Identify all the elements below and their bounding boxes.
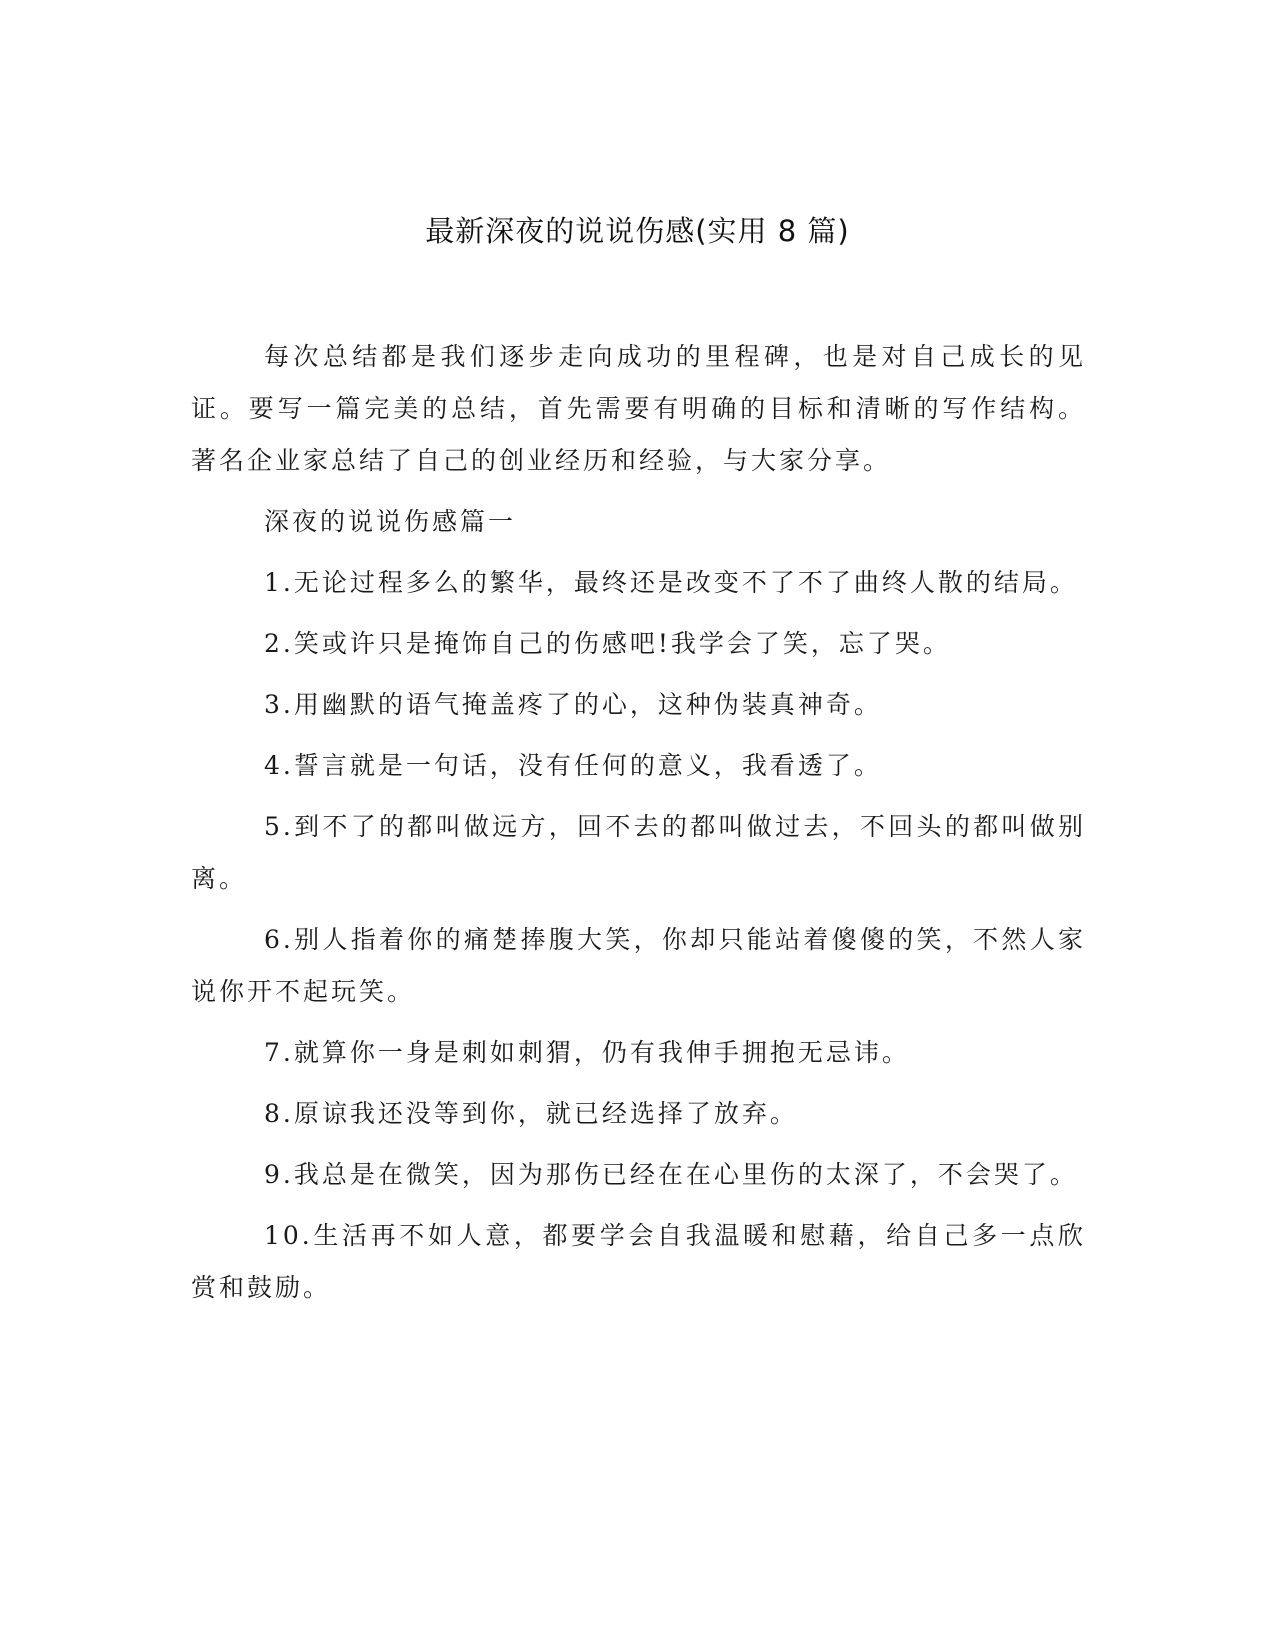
- document-body: [191, 331, 1086, 1323]
- list-item-1: 1.无论过程多么的繁华，最终还是改变不了不了曲终人散的结局。: [264, 568, 1078, 597]
- list-item-2: 2.笑或许只是掩饰自己的伤感吧!我学会了笑，忘了哭。: [264, 629, 951, 658]
- intro-paragraph: 每次总结都是我们逐步走向成功的里程碑，也是对自己成长的见证。要写一篇完美的总结，首先需要有明确的目标和清晰的写作结构。著名企业家总结了自己的创业经历和经验，与大家分享。: [191, 342, 1086, 475]
- list-item-4: 4.誓言就是一句话，没有任何的意义，我看透了。: [264, 751, 882, 780]
- list-item-8: 8.原谅我还没等到你，就已经选择了放弃。: [264, 1099, 798, 1128]
- list-item-7: 7.就算你一身是刺如刺猬，仍有我伸手拥抱无忌讳。: [264, 1038, 910, 1067]
- list-item-9: 9.我总是在微笑，因为那伤已经在在心里伤的太深了，不会哭了。: [264, 1160, 1078, 1189]
- document-title: 最新深夜的说说伤感(实用 8 篇): [425, 214, 850, 248]
- section-heading: 深夜的说说伤感篇一: [264, 507, 517, 536]
- list-item-3: 3.用幽默的语气掩盖疼了的心，这种伪装真神奇。: [264, 690, 882, 719]
- list-item-6: 6.别人指着你的痛楚捧腹大笑，你却只能站着傻傻的笑，不然人家说你开不起玩笑。: [191, 925, 1086, 1006]
- list-item-10: 10.生活再不如人意，都要学会自我温暖和慰藉，给自己多一点欣赏和鼓励。: [191, 1221, 1086, 1302]
- list-item-5: 5.到不了的都叫做远方，回不去的都叫做过去，不回头的都叫做别离。: [191, 812, 1086, 893]
